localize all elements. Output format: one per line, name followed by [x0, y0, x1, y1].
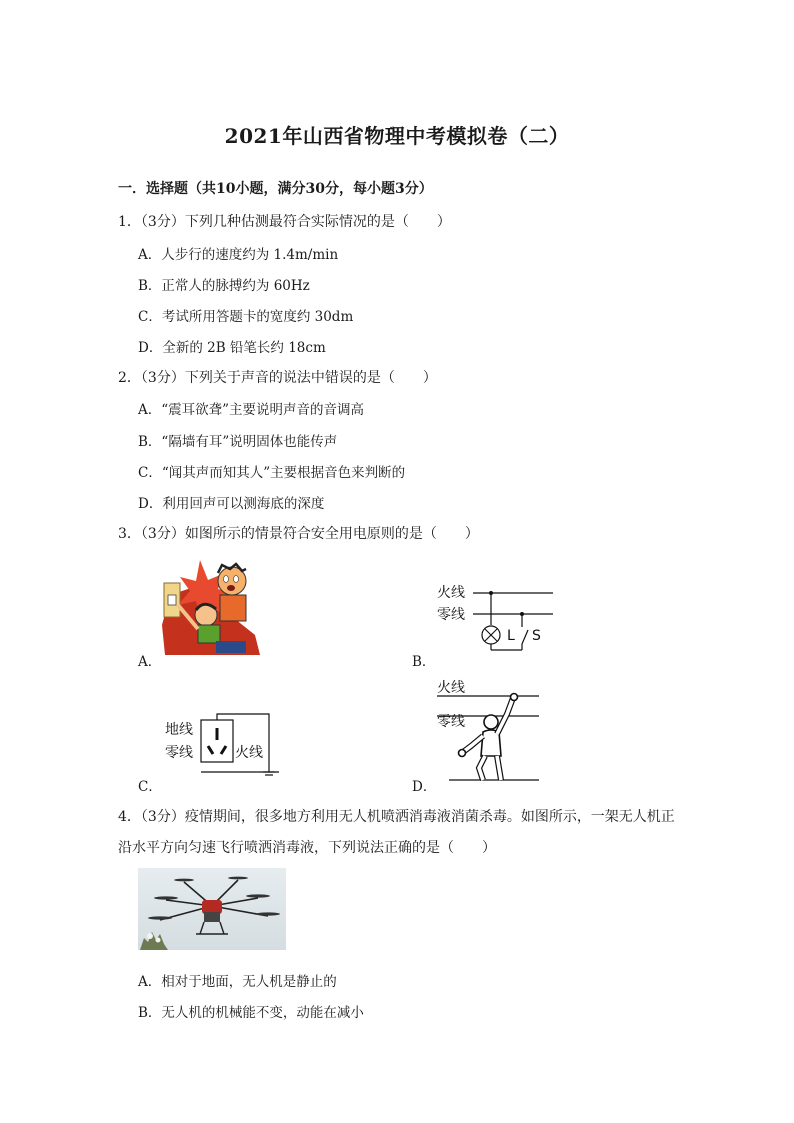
question-1-option-b: B．正常人的脉搏约为 60Hz: [138, 278, 310, 294]
question-4-option-a: A．相对于地面，无人机是静止的: [138, 974, 337, 990]
question-2-stem: 2．（3分）下列关于声音的说法中错误的是（ ）: [118, 370, 437, 386]
figure-a-label: A．: [138, 654, 162, 670]
question-1-option-d: D．全新的 2B 铅笔长约 18cm: [138, 340, 326, 356]
figure-b-switch-label: S: [532, 628, 541, 644]
drone-photo-image: [138, 868, 286, 950]
question-1-option-a: A．人步行的速度约为 1.4m/min: [138, 247, 339, 263]
question-4-option-b: B．无人机的机械能不变，动能在减小: [138, 1005, 364, 1021]
switch-icon: [522, 630, 528, 644]
question-1-stem: 1．（3分）下列几种估测最符合实际情况的是（ ）: [118, 214, 451, 230]
question-1-option-c: C．考试所用答题卡的宽度约 30dm: [138, 309, 354, 325]
figure-b-label: B．: [412, 654, 436, 670]
figure-d-label: D．: [412, 779, 437, 795]
question-2-option-d: D．利用回声可以测海底的深度: [138, 496, 325, 512]
figure-d-neutral-label: 零线: [437, 714, 465, 730]
figure-b-live-label: 火线: [437, 585, 465, 601]
socket-icon: [201, 720, 233, 762]
figure-a-cartoon-image: [160, 555, 260, 660]
figure-d-live-label: 火线: [437, 680, 465, 696]
page-title: 2021年山西省物理中考模拟卷（二）: [224, 124, 570, 148]
question-2-option-a: A．“震耳欲聋”主要说明声音的音调高: [138, 402, 365, 418]
question-2-option-c: C．“闻其声而知其人”主要根据音色来判断的: [138, 465, 406, 481]
figure-c-socket-diagram: [165, 712, 290, 777]
figure-c-ground-label: 地线: [165, 722, 193, 738]
figure-d-electric-shock-diagram: [435, 676, 545, 786]
figure-c-neutral-label: 零线: [165, 745, 193, 761]
question-2-option-b: B．“隔墙有耳”说明固体也能传声: [138, 434, 338, 450]
figure-b-lamp-label: L: [507, 628, 515, 644]
person-figure-icon: [459, 694, 518, 781]
section-heading: 一．选择题（共10小题，满分30分，每小题3分）: [118, 181, 433, 197]
figure-b-circuit-diagram: [435, 582, 565, 662]
figure-b-neutral-label: 零线: [437, 607, 465, 623]
question-4-stem-line-2: 沿水平方向匀速飞行喷洒消毒液，下列说法正确的是（ ）: [118, 840, 496, 856]
figure-c-live-label: 火线: [235, 745, 263, 761]
figure-c-label: C．: [138, 779, 162, 795]
question-3-stem: 3．（3分）如图所示的情景符合安全用电原则的是（ ）: [118, 526, 479, 542]
question-4-stem-line-1: 4．（3分）疫情期间，很多地方利用无人机喷洒消毒液消菌杀毒。如图所示，一架无人机正: [118, 809, 675, 825]
